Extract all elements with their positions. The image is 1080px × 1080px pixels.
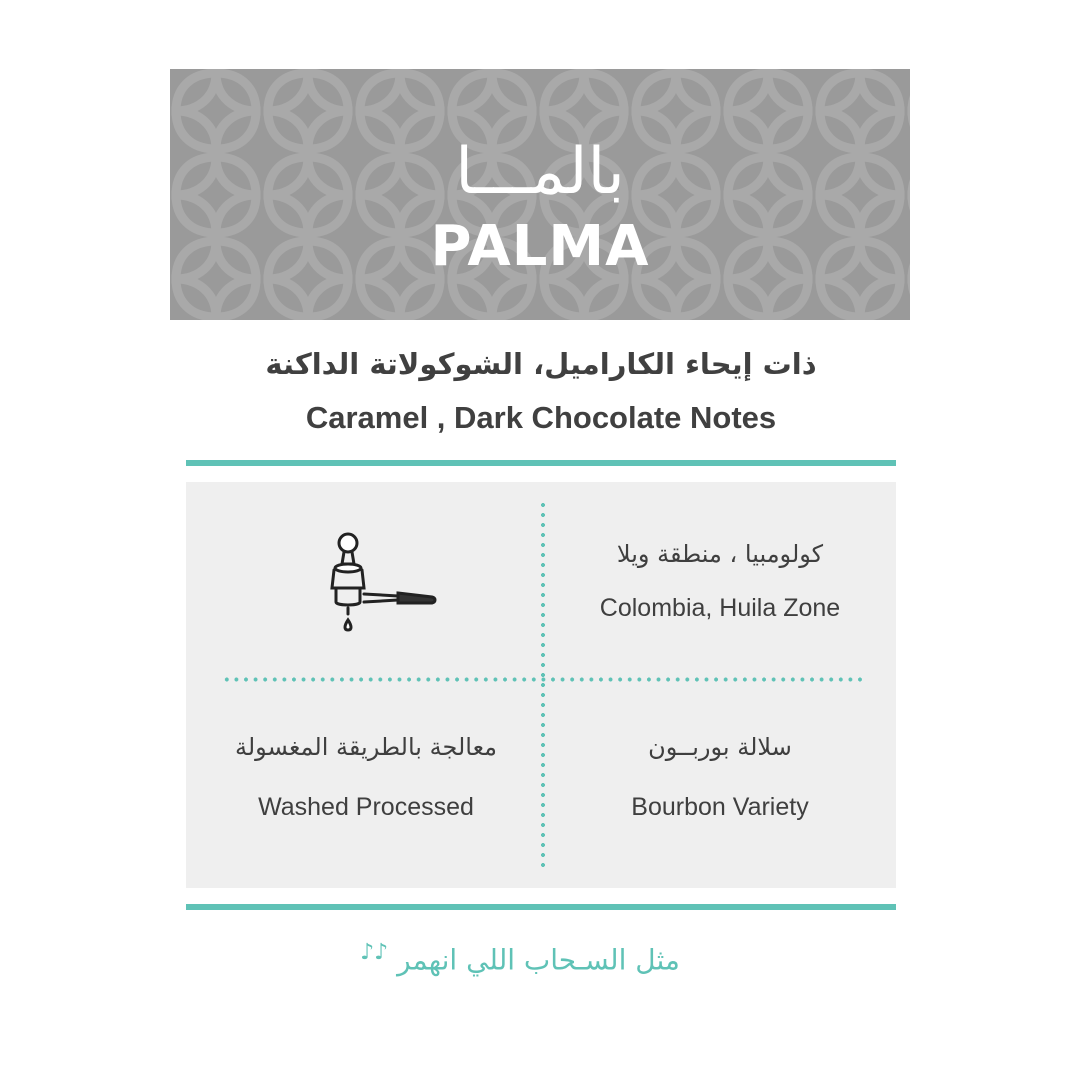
divider-top [186,460,896,466]
dotted-vertical-divider [541,500,545,870]
variety-english: Bourbon Variety [631,793,809,821]
divider-bottom [186,904,896,910]
product-name-english: PALMA [430,214,650,279]
process-english: Washed Processed [258,793,474,821]
espresso-portafilter-icon [320,530,440,640]
product-name-arabic: بالمـــا [455,135,625,209]
origin-english: Colombia, Huila Zone [599,594,841,622]
dotted-horizontal-divider [222,677,864,682]
variety-arabic: سلالة بوربــون [648,733,792,761]
origin-arabic: كولومبيا ، منطقة ويلا [616,540,824,568]
tagline [300,940,740,976]
music-note-icon: ♪ [374,940,389,965]
tagline-text: مثل السـحاب اللي انهمر [397,943,680,977]
music-note-icon: ♪ [360,940,375,965]
tasting-notes-english: Caramel , Dark Chocolate Notes [305,400,777,435]
header-banner [170,69,910,320]
process-arabic: معالجة بالطريقة المغسولة [234,733,498,761]
tasting-notes-arabic: ذات إيحاء الكاراميل، الشوكولاتة الداكنة [265,347,817,381]
